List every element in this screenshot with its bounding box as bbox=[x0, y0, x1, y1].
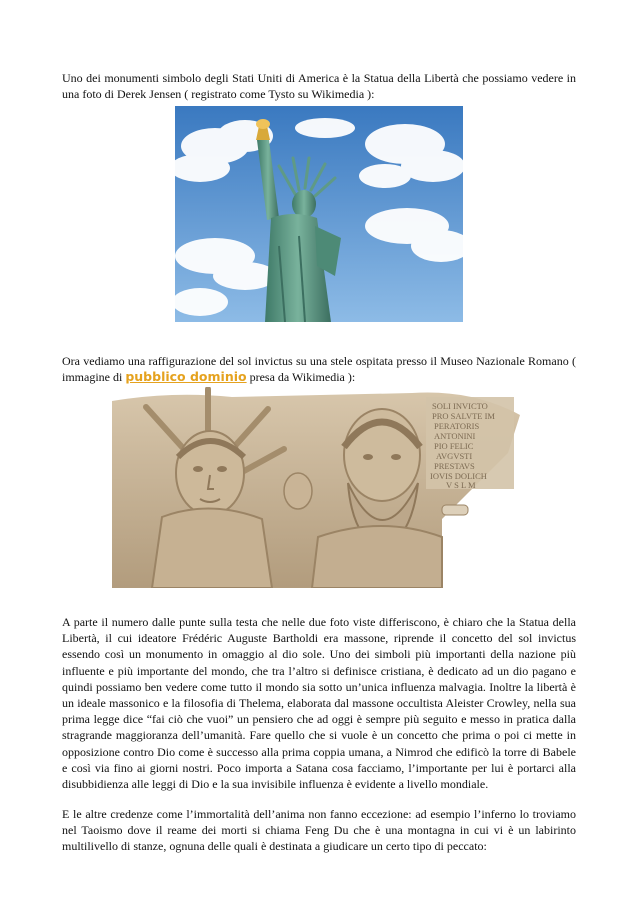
inscription-line: PIO FELIC bbox=[434, 441, 474, 451]
statue-of-liberty-photo bbox=[175, 106, 463, 322]
inscription-line: SOLI INVICTO bbox=[432, 401, 488, 411]
public-domain-link[interactable]: pubblico dominio bbox=[125, 369, 247, 385]
inscription-line: AVGVSTI bbox=[436, 451, 473, 461]
inscription-line: IOVIS DOLICH bbox=[430, 471, 487, 481]
paragraph-intro: Uno dei monumenti simbolo degli Stati Uniti di America è la Statua della Libertà che possiamo vedere in una foto di Derek Jensen ( registrato come Tysto su Wikimedia ): bbox=[62, 71, 576, 102]
inscription-line: ANTONINI bbox=[434, 431, 476, 441]
paragraph-other-beliefs: E le altre credenze come l’immortalità dell’anima non fanno eccezione: ad esempio l’inferno lo troviamo nel Taoismo dove il reame dei morti si chiama Feng Du che è una montagna in cui vi è un labirinto multilivello di stanze, ognuna delle quali è destinata a giudicare un certo tipo di peccato: bbox=[62, 807, 576, 854]
inscription-line: V S L M bbox=[446, 480, 476, 490]
inscription-line: PRESTAVS bbox=[434, 461, 475, 471]
paragraph-stele-text-before: Ora vediamo una raffigurazione del sol invictus su una stele ospitata presso il Museo Nazionale Romano ( immagine di bbox=[62, 354, 576, 385]
inscription-line: PERATORIS bbox=[434, 421, 480, 431]
paragraph-stele-intro bbox=[62, 353, 576, 385]
paragraph-analysis: A parte il numero dalle punte sulla testa che nelle due foto viste differiscono, è chiaro che la Statua della Libertà, il cui ideatore Frédéric Auguste Bartholdi era massone, riprende il concetto del sol invictus essendo così un monumento in omaggio al dio sole. Uno dei simboli più importanti della nazione più influente e più importante del mondo, che tra l’altro si definisce cristiana, è dedicato ad un dio pagano e quindi possiamo ben vedere come tutto il mondo sia sotto un’unica influenza malvagia. Inoltre la libertà è un ideale massonico e la filosofia di Thelema, elaborata dal massone occultista Aleister Crowley, nella sua prima legge dice “fai ciò che vuoi” un pensiero che ad oggi è sempre più seguito e messo in pratica dalla stragrande maggioranza dell’umanità. Fare quello che si vuole è un concetto che prima o poi ci mette in opposizione contro Dio come è successo alla prima coppia umana, a Nimrod che edificò la torre di Babele e così via fino ai giorni nostri. Poco importa a Satana cosa facciamo, l’importante per lui è portarci alla disubbidienza alle leggi di Dio e la sua invisibile influenza è evidente a livello mondiale. bbox=[62, 615, 576, 792]
inscription-line: PRO SALVTE IM bbox=[432, 411, 495, 421]
paragraph-stele-text-after: presa da Wikimedia ): bbox=[246, 370, 356, 385]
sol-invictus-stele-photo bbox=[112, 387, 526, 588]
